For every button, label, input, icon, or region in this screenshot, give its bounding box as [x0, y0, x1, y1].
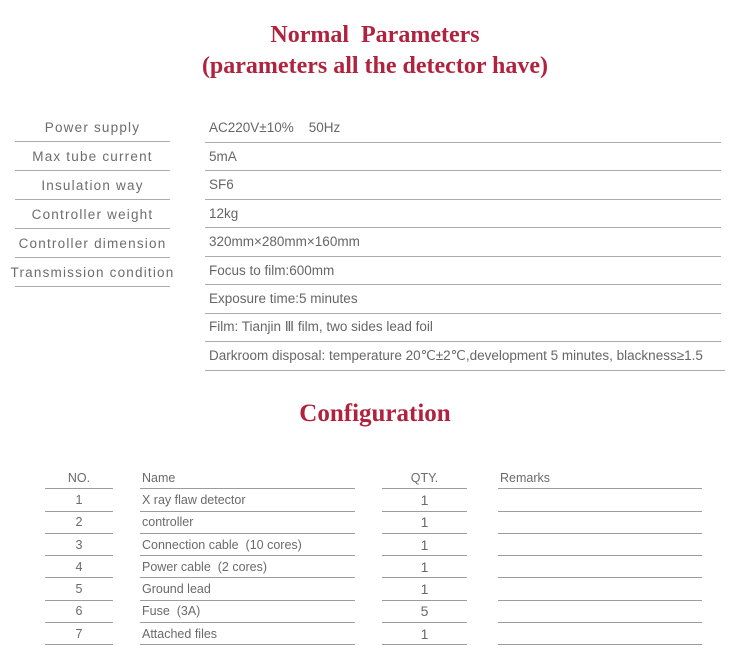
config-column-name [140, 467, 355, 645]
config-cell-name: Fuse (3A) [140, 601, 355, 623]
param-label-row: Insulation way [15, 171, 170, 200]
config-cell-remarks [498, 578, 702, 600]
config-cell-qty: 1 [382, 534, 467, 556]
configuration-title: Configuration [299, 400, 451, 427]
config-column-remarks [498, 467, 702, 645]
config-header-name: Name [140, 467, 355, 489]
config-cell-no: 4 [45, 556, 113, 578]
config-cell-qty: 1 [382, 489, 467, 511]
param-value-row: SF6 [205, 171, 721, 200]
config-cell-remarks [498, 489, 702, 511]
param-label-row: Power supply [15, 113, 170, 142]
config-cell-no: 5 [45, 578, 113, 600]
config-header-qty: QTY. [382, 467, 467, 489]
config-cell-no: 6 [45, 601, 113, 623]
parameters-label-column [10, 113, 175, 287]
config-cell-qty: 5 [382, 601, 467, 623]
config-cell-name: controller [140, 512, 355, 534]
param-value-row: 320mm×280mm×160mm [205, 228, 721, 257]
config-cell-remarks [498, 512, 702, 534]
config-cell-name: Attached files [140, 623, 355, 645]
config-cell-name: Connection cable (10 cores) [140, 534, 355, 556]
config-cell-no: 2 [45, 512, 113, 534]
param-value-row: 5mA [205, 143, 721, 172]
config-header-no: NO. [45, 467, 113, 489]
config-cell-qty: 1 [382, 512, 467, 534]
config-cell-qty: 1 [382, 578, 467, 600]
page-title-line2: (parameters all the detector have) [201, 53, 549, 79]
config-cell-qty: 1 [382, 623, 467, 645]
config-cell-name: Ground lead [140, 578, 355, 600]
param-label-row: Controller dimension [15, 229, 170, 258]
config-column-no [45, 467, 113, 645]
param-label-row: Max tube current [15, 142, 170, 171]
config-header-remarks: Remarks [498, 467, 702, 489]
page-title [0, 20, 750, 82]
parameters-value-column [205, 114, 725, 371]
param-value-row: Focus to film:600mm [205, 257, 721, 286]
param-value-row: Film: Tianjin Ⅲ film, two sides lead foil [205, 314, 721, 343]
param-label-row: Transmission condition [15, 258, 170, 287]
param-value-row: Darkroom disposal: temperature 20℃±2℃,development 5 minutes, blackness≥1.5 [205, 342, 725, 371]
config-cell-name: X ray flaw detector [140, 489, 355, 511]
config-cell-no: 7 [45, 623, 113, 645]
config-cell-remarks [498, 534, 702, 556]
config-column-qty [382, 467, 467, 645]
config-cell-no: 1 [45, 489, 113, 511]
config-cell-remarks [498, 556, 702, 578]
param-label-row: Controller weight [15, 200, 170, 229]
config-cell-name: Power cable (2 cores) [140, 556, 355, 578]
config-cell-no: 3 [45, 534, 113, 556]
page-title-line1: Normal Parameters [270, 22, 480, 48]
config-cell-qty: 1 [382, 556, 467, 578]
param-value-row: Exposure time:5 minutes [205, 285, 721, 314]
param-value-row: AC220V±10% 50Hz [205, 114, 721, 143]
param-value-row: 12kg [205, 200, 721, 229]
config-cell-remarks [498, 623, 702, 645]
config-cell-remarks [498, 601, 702, 623]
